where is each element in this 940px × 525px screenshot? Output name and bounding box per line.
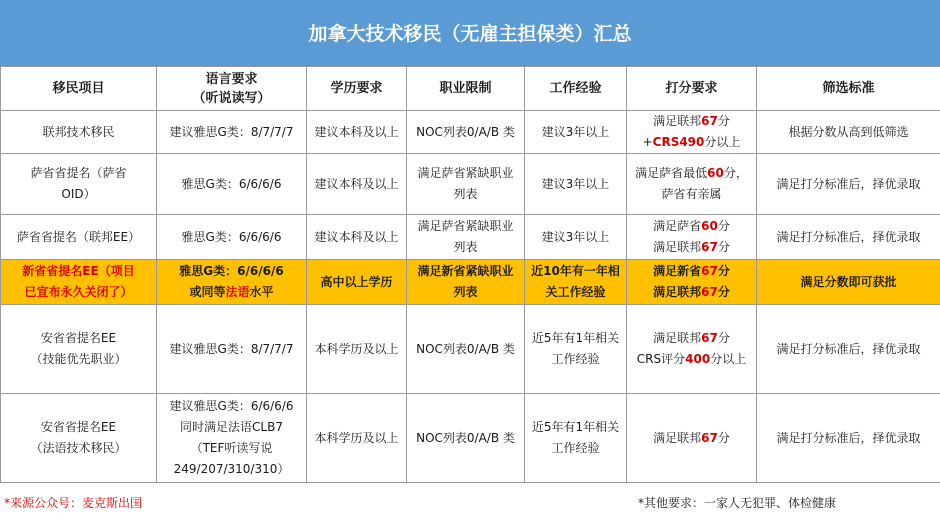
filter-cell: 满足打分标准后，择优录取 — [757, 305, 940, 394]
program-cell: 安省省提名EE （技能优先职业） — [1, 305, 157, 394]
table-row — [1, 111, 940, 154]
education-cell: 本科学历及以上 — [307, 305, 407, 394]
score-cell: 满足联邦67分 — [627, 394, 757, 483]
filter-cell: 根据分数从高到低筛选 — [757, 111, 940, 154]
other-requirements-note: *其他要求：一家人无犯罪、体检健康 — [638, 496, 837, 510]
score-cell: 满足新省67分 满足联邦67分 — [627, 260, 757, 305]
program-cell: 萨省省提名（萨省 OID） — [1, 154, 157, 215]
table-row — [1, 305, 940, 394]
experience-cell: 近5年有1年相关 工作经验 — [525, 305, 627, 394]
table-row — [1, 394, 940, 483]
language-cell: 雅思G类：6/6/6/6 — [157, 154, 307, 215]
language-cell: 建议雅思G类：8/7/7/7 — [157, 305, 307, 394]
filter-cell: 满足打分标准后，择优录取 — [757, 154, 940, 215]
occupation-cell: NOC列表0/A/B 类 — [407, 111, 525, 154]
score-cell: 满足萨省最低60分， 萨省有亲属 — [627, 154, 757, 215]
experience-cell: 建议3年以上 — [525, 154, 627, 215]
occupation-cell: 满足新省紧缺职业 列表 — [407, 260, 525, 305]
table-row — [1, 215, 940, 260]
experience-cell: 建议3年以上 — [525, 215, 627, 260]
language-cell: 雅思G类：6/6/6/6 或同等法语水平 — [157, 260, 307, 305]
occupation-cell: 满足萨省紧缺职业 列表 — [407, 154, 525, 215]
header-experience: 工作经验 — [525, 67, 627, 111]
experience-cell: 近10年有一年相 关工作经验 — [525, 260, 627, 305]
program-cell: 新省省提名EE（项目 已宣布永久关闭了） — [1, 260, 157, 305]
footer — [0, 484, 940, 525]
education-cell: 建议本科及以上 — [307, 215, 407, 260]
header-education: 学历要求 — [307, 67, 407, 111]
table-row-highlighted — [1, 260, 940, 305]
source-note: *来源公众号：麦克斯出国 — [4, 496, 143, 510]
occupation-cell: NOC列表0/A/B 类 — [407, 305, 525, 394]
program-cell: 安省省提名EE （法语技术移民） — [1, 394, 157, 483]
language-cell: 建议雅思G类：6/6/6/6 同时满足法语CLB7 （TEF听读写说 249/207/310/310） — [157, 394, 307, 483]
education-cell: 建议本科及以上 — [307, 111, 407, 154]
header-language: 语言要求 （听说读写） — [157, 67, 307, 111]
score-cell: 满足联邦67分 CRS评分400分以上 — [627, 305, 757, 394]
filter-cell: 满足打分标准后，择优录取 — [757, 394, 940, 483]
header-occupation: 职业限制 — [407, 67, 525, 111]
header-score: 打分要求 — [627, 67, 757, 111]
header-program: 移民项目 — [1, 67, 157, 111]
education-cell: 高中以上学历 — [307, 260, 407, 305]
header-filter: 筛选标准 — [757, 67, 940, 111]
occupation-cell: 满足萨省紧缺职业 列表 — [407, 215, 525, 260]
table-header-row — [1, 67, 940, 111]
score-cell: 满足萨省60分 满足联邦67分 — [627, 215, 757, 260]
filter-cell: 满足打分标准后，择优录取 — [757, 215, 940, 260]
filter-cell: 满足分数即可获批 — [757, 260, 940, 305]
language-cell: 雅思G类：6/6/6/6 — [157, 215, 307, 260]
education-cell: 本科学历及以上 — [307, 394, 407, 483]
page-title: 加拿大技术移民（无雇主担保类）汇总 — [0, 0, 940, 66]
occupation-cell: NOC列表0/A/B 类 — [407, 394, 525, 483]
education-cell: 建议本科及以上 — [307, 154, 407, 215]
score-cell: 满足联邦67分 +CRS490分以上 — [627, 111, 757, 154]
experience-cell: 近5年有1年相关 工作经验 — [525, 394, 627, 483]
program-cell: 萨省省提名（联邦EE） — [1, 215, 157, 260]
program-cell: 联邦技术移民 — [1, 111, 157, 154]
language-cell: 建议雅思G类：8/7/7/7 — [157, 111, 307, 154]
immigration-table — [0, 66, 940, 483]
experience-cell: 建议3年以上 — [525, 111, 627, 154]
table-row — [1, 154, 940, 215]
